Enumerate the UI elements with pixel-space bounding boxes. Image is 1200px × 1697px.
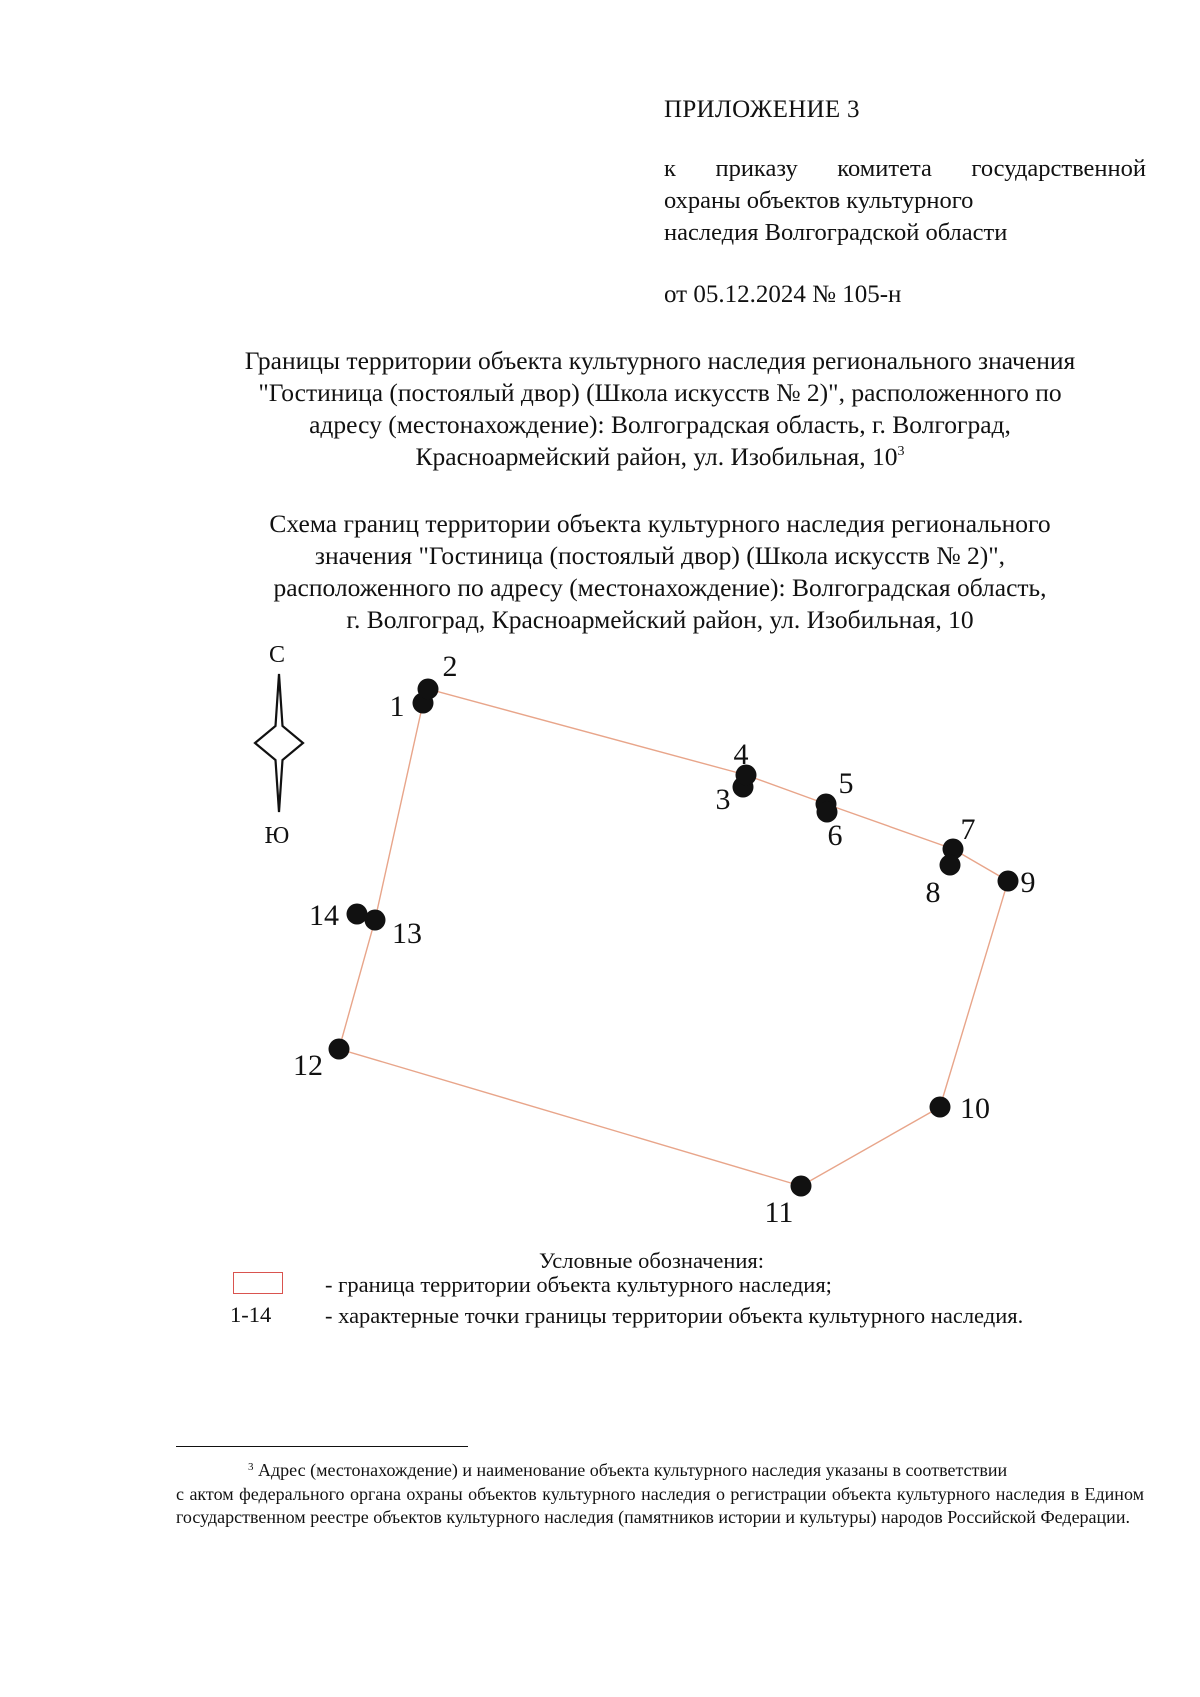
document-title-line-4-text: Красноармейский район, ул. Изобильная, 10 [415, 442, 898, 471]
boundary-point-label-8: 8 [925, 876, 941, 909]
footnote-mark: 3 [248, 1461, 254, 1473]
boundary-point-label-13: 13 [392, 917, 422, 950]
boundary-point-label-1: 1 [389, 690, 405, 723]
boundary-point-label-7: 7 [960, 813, 976, 846]
boundary-point-12 [329, 1039, 350, 1060]
legend-title: Условные обозначения: [539, 1248, 765, 1273]
compass-south-label: Ю [264, 823, 290, 849]
boundary-point-8 [940, 855, 961, 876]
footnote-line-1-text: Адрес (местонахождение) и наименование объекта культурного наследия указаны в соответствии [258, 1460, 1008, 1480]
appendix-reference-line-2: охраны объектов культурного [664, 187, 974, 214]
legend-points-range: 1-14 [230, 1302, 272, 1327]
boundary-point-10 [930, 1097, 951, 1118]
boundary-point-2 [418, 679, 439, 700]
footnote-separator [176, 1446, 468, 1447]
boundary-point-label-11: 11 [764, 1196, 794, 1229]
boundary-point-labels [293, 650, 1036, 1229]
footnote-reference[interactable]: 3 [897, 444, 905, 459]
scheme-title-line-4: г. Волгоград, Красноармейский район, ул. Изобильная, 10 [346, 605, 974, 634]
document-title-line-2: "Гостиница (постоялый двор) (Школа искусств № 2)", расположенного по [258, 378, 1062, 407]
boundary-point-label-3: 3 [715, 783, 731, 816]
legend-points-text: - характерные точки границы территории объекта культурного наследия. [325, 1303, 1024, 1328]
boundary-point-label-14: 14 [309, 899, 339, 932]
compass [255, 642, 303, 849]
appendix-reference-line-1: к приказу комитета государственной [664, 155, 1146, 182]
boundary-point-9 [998, 871, 1019, 892]
boundary-line [339, 689, 1008, 1186]
scheme-title-line-1: Схема границ территории объекта культурного наследия регионального [269, 509, 1051, 538]
footnote-line-1 [176, 1459, 1144, 1483]
boundary-point-label-9: 9 [1020, 866, 1036, 899]
legend-boundary-text: - граница территории объекта культурного наследия; [325, 1272, 832, 1297]
boundary-point-14 [347, 904, 368, 925]
compass-north-label: С [268, 642, 286, 668]
appendix-date: от 05.12.2024 № 105-н [664, 281, 902, 308]
footnote [176, 1459, 1144, 1530]
boundary-point-label-12: 12 [293, 1049, 323, 1082]
footnote-body: с актом федерального органа охраны объектов культурного наследия о регистрации объекта культурного наследия в Едином государственном реестре объектов культурного наследия (памятников истории и культуры) народов Российской Федерации. [176, 1483, 1144, 1527]
appendix-reference-line-3: наследия Волгоградской области [664, 219, 1008, 246]
boundary-point-label-2: 2 [442, 650, 458, 683]
north-arrow-icon [255, 674, 303, 812]
legend-boundary-swatch [233, 1272, 283, 1294]
boundary-point-label-5: 5 [838, 767, 854, 800]
boundary-point-label-6: 6 [827, 819, 843, 852]
boundary-point-13 [365, 910, 386, 931]
document-title-line-3: адресу (местонахождение): Волгоградская область, г. Волгоград, [309, 410, 1011, 439]
boundary-points [329, 679, 1019, 1197]
boundary-point-11 [791, 1176, 812, 1197]
boundary-point-label-4: 4 [733, 738, 749, 771]
document-title-line-1: Границы территории объекта культурного наследия регионального значения [244, 346, 1076, 375]
scheme-title-line-2: значения "Гостиница (постоялый двор) (Школа искусств № 2)", [314, 541, 1006, 570]
appendix-title: ПРИЛОЖЕНИЕ 3 [664, 96, 860, 123]
scheme-title-line-3: расположенного по адресу (местонахождение): Волгоградская область, [273, 573, 1047, 602]
boundary-point-label-10: 10 [960, 1092, 990, 1125]
